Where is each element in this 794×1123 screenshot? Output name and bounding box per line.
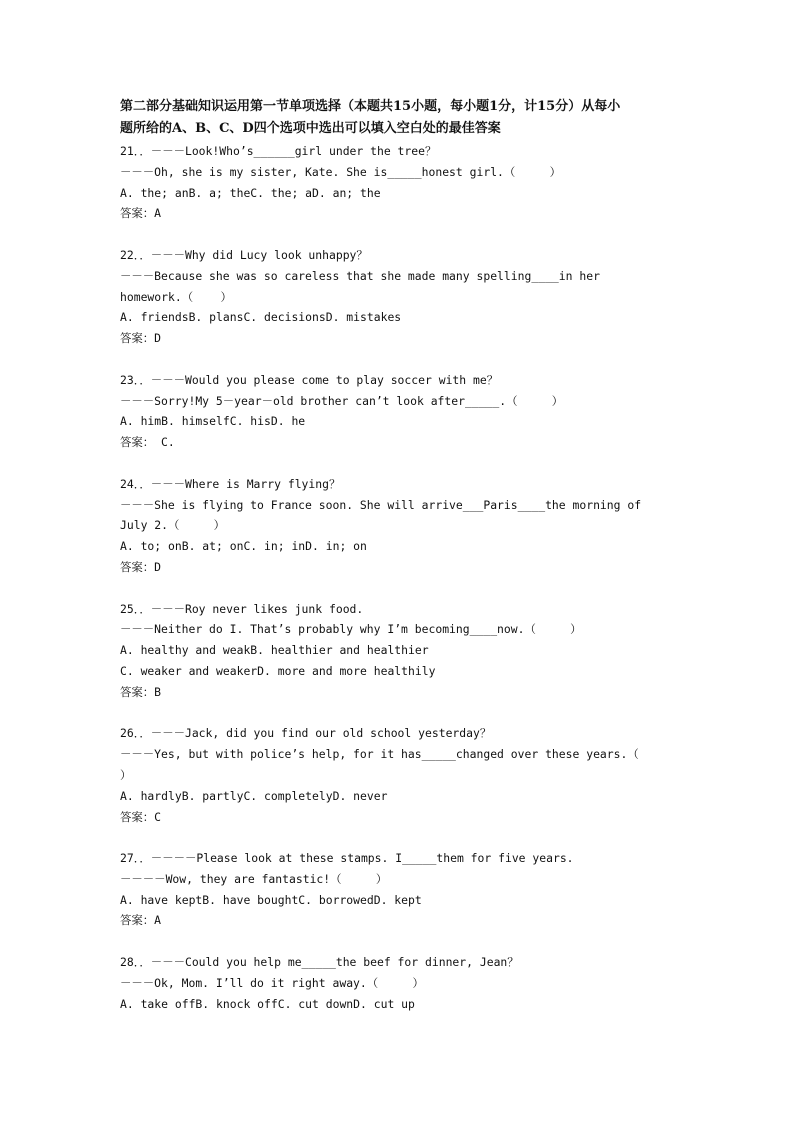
spacer [120,827,680,848]
question-25-options-ab: A. healthy and weakB. healthier and healthier [120,643,429,658]
question-27-reply: －－－－Wow, they are fantastic!（ ） [120,871,388,886]
question-25-reply: －－－Neither do I. That’s probably why I’m becoming____now.（ ） [120,622,582,637]
question-22 [120,245,680,349]
question-23-reply: －－－Sorry!My 5－year－old brother can’t look after_____.（ ） [120,393,564,408]
question-21-prompt: 21．．－－－Look!Who’s______girl under the tree？ [120,144,437,158]
question-26 [120,723,680,827]
section-heading-line-2: 题所给的A、B、C、D四个选项中选出可以填入空白处的最佳答案 [120,121,501,136]
question-28-options: A. take offB. knock offC. cut downD. cut up [120,996,415,1011]
question-28-prompt: 28．．－－－Could you help me_____the beef for dinner, Jean？ [120,955,519,970]
question-26-answer: 答案：C [120,809,162,824]
question-23-answer: 答案： C. [120,435,175,450]
question-28 [120,952,680,1014]
question-25-prompt: 25．．－－－Roy never likes junk food. [120,601,364,616]
question-21 [120,141,680,224]
question-21-reply: －－－Oh, she is my sister, Kate. She is_____honest girl.（ ） [120,164,561,179]
question-27-answer: 答案：A [120,913,162,928]
document-page [120,96,680,1014]
question-22-prompt: 22．．－－－Why did Lucy look unhappy？ [120,247,368,262]
question-25 [120,599,680,703]
section-heading-line-1: 第二部分基础知识运用第一节单项选择（本题共15小题，每小题1分，计15分）从每小 [120,99,621,114]
question-24-prompt: 24．．－－－Where is Marry flying？ [120,476,341,491]
question-26-reply: －－－Yes, but with police’s help, for it has_____changed over these years.（ [120,747,639,762]
question-27 [120,848,680,931]
question-26-reply-continued: ） [120,767,132,782]
question-22-reply: －－－Because she was so careless that she made many spelling____in her [120,268,600,283]
section-heading [120,96,680,140]
question-26-options: A. hardlyB. partlyC. completelyD. never [120,788,388,803]
question-25-answer: 答案：B [120,684,162,699]
spacer [120,453,680,474]
spacer [120,703,680,724]
question-23-prompt: 23．．－－－Would you please come to play soccer with me？ [120,372,499,387]
question-28-reply: －－－Ok, Mom. I’ll do it right away.（ ） [120,975,424,990]
question-24-reply: －－－She is flying to France soon. She will arrive___Paris____the morning of [120,497,642,512]
spacer [120,224,680,245]
question-22-answer: 答案：D [120,331,162,346]
question-25-options-cd: C. weaker and weakerD. more and more healthily [120,663,436,678]
question-22-options: A. friendsB. plansC. decisionsD. mistakes [120,310,402,325]
question-21-answer: 答案：A [120,206,162,221]
spacer [120,578,680,599]
question-27-options: A. have keptB. have boughtC. borrowedD. kept [120,892,422,907]
question-21-options: A. the; anB. a; theC. the; aD. an; the [120,185,381,200]
question-23-options: A. himB. himselfC. hisD. he [120,414,306,429]
question-22-reply-continued: homework.（ ） [120,289,232,304]
question-24 [120,474,680,578]
question-23 [120,370,680,453]
question-24-reply-continued: July 2.（ ） [120,518,226,533]
question-27-prompt: 27．．－－－－Please look at these stamps. I_____them for five years. [120,851,574,866]
spacer [120,349,680,370]
question-24-answer: 答案：D [120,559,162,574]
question-24-options: A. to; onB. at; onC. in; inD. in; on [120,539,367,554]
spacer [120,931,680,952]
question-26-prompt: 26．．－－－Jack, did you find our old school yesterday？ [120,726,492,741]
